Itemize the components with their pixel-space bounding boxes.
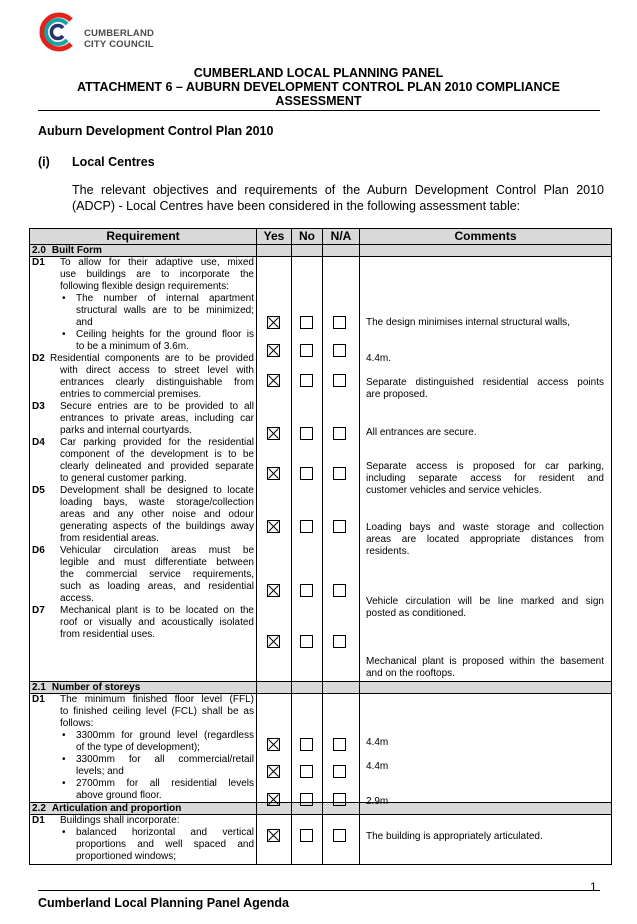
table-row	[30, 694, 612, 803]
yes-checkbox[interactable]	[267, 520, 280, 533]
control-label: D5	[32, 485, 45, 496]
no-checkbox[interactable]	[300, 316, 313, 329]
bullet-icon: •	[62, 730, 66, 741]
comment-text: Mechanical plant is proposed within the basement	[366, 656, 604, 667]
section-num: 2.1	[32, 682, 46, 693]
no-checkbox[interactable]	[300, 584, 313, 597]
requirement-text-span: entrances clearly distinguishable from	[60, 377, 254, 388]
requirement-text-span: areas and any other noise and odour	[60, 509, 254, 520]
bullet-icon: •	[62, 827, 66, 838]
na-checkbox[interactable]	[333, 793, 346, 806]
comment-text: areas are located appropriate distances from	[366, 534, 604, 545]
bullet-icon: •	[62, 293, 66, 304]
yes-checkbox[interactable]	[267, 344, 280, 357]
comment-text: posted as conditioned.	[366, 608, 467, 619]
requirement-text-span: 2700mm for all residential levels	[76, 778, 254, 789]
council-logo	[38, 12, 78, 52]
council-name	[84, 28, 154, 50]
requirement-text-span: from residential uses.	[60, 629, 156, 640]
requirement-text-span: to general customer parking.	[60, 473, 187, 484]
requirement-text-span: above ground floor.	[76, 790, 162, 801]
control-label: D6	[32, 545, 45, 556]
requirement-text-span: Buildings shall incorporate:	[60, 815, 180, 826]
col-comments: Comments	[360, 229, 612, 245]
comment-text: 2.9m	[366, 796, 389, 807]
table-row	[30, 815, 612, 865]
requirement-text-span: Mechanical plant is to be located on the	[60, 605, 254, 616]
control-label: D3	[32, 401, 45, 412]
comment-text: All entrances are secure.	[366, 427, 477, 438]
comment-text: customer vehicles and service vehicles.	[366, 485, 542, 496]
control-label: D1	[32, 694, 45, 705]
requirement-text-span: legible and must differentiate between	[60, 557, 254, 568]
section-num: 2.0	[32, 245, 46, 256]
header-rule	[38, 110, 600, 111]
no-checkbox[interactable]	[300, 793, 313, 806]
doc-title-line1: CUMBERLAND LOCAL PLANNING PANEL	[193, 66, 444, 80]
comment-text: residents.	[366, 546, 410, 557]
bullet-icon: •	[62, 754, 66, 765]
yes-checkbox[interactable]	[267, 793, 280, 806]
requirement-text-span: roof or visually and acoustically isolated	[60, 617, 254, 628]
na-checkbox[interactable]	[333, 829, 346, 842]
assessment-table	[29, 228, 612, 865]
bullet-icon: •	[62, 778, 66, 789]
comment-text: Vehicle circulation will be line marked and sign	[366, 596, 604, 607]
section-title-text: Built Form	[51, 245, 102, 256]
requirement-text-span: Development shall be designed to locate	[60, 485, 254, 496]
doc-title-line2: ATTACHMENT 6 – AUBURN DEVELOPMENT CONTROL PLAN 2010 COMPLIANCE	[77, 80, 560, 94]
requirement-text-span: with direct access to street level with	[60, 365, 254, 376]
yes-checkbox[interactable]	[267, 829, 280, 842]
council-name-line2: CITY COUNCIL	[84, 39, 154, 50]
na-checkbox[interactable]	[333, 765, 346, 778]
requirement-text-span: proportions and well spaced and	[76, 839, 254, 850]
na-checkbox[interactable]	[333, 427, 346, 440]
requirement-text-span: 3300mm for all commercial/retail	[76, 754, 254, 765]
page-number: 1	[590, 880, 597, 894]
yes-checkbox[interactable]	[267, 584, 280, 597]
section-heading	[30, 682, 257, 694]
requirement-text-span: parks and internal courtyards.	[60, 425, 192, 436]
na-checkbox[interactable]	[333, 344, 346, 357]
no-checkbox[interactable]	[300, 374, 313, 387]
comment-text: are proposed.	[366, 389, 428, 400]
requirement-text-span: 3300mm for ground level (regardless	[76, 730, 254, 741]
requirement-text-span: loading bays, waste storage/collection	[60, 497, 254, 508]
requirement-text-span: Car parking provided for the residential	[60, 437, 254, 448]
section-title: Local Centres	[72, 155, 155, 169]
requirement-text-span: Vehicular circulation areas must be	[60, 545, 254, 556]
na-checkbox[interactable]	[333, 374, 346, 387]
section-title-text: Number of storeys	[51, 682, 141, 693]
requirement-text-span: such as loading areas, and residential	[60, 581, 254, 592]
comment-text: The building is appropriately articulated.	[366, 831, 543, 842]
comment-text: 4.4m	[366, 737, 389, 748]
no-checkbox[interactable]	[300, 765, 313, 778]
requirement-text-span: from residential areas.	[60, 533, 159, 544]
doc-title-line3: ASSESSMENT	[275, 94, 362, 108]
requirement-text-span: The number of internal apartment	[76, 293, 254, 304]
requirement-text-span: proportioned windows;	[76, 851, 177, 862]
requirement-text-span: of the type of development);	[76, 742, 200, 753]
section-heading	[30, 803, 257, 815]
no-checkbox[interactable]	[300, 738, 313, 751]
comment-text: 4.4m.	[366, 353, 392, 364]
comment-text: Separate distinguished residential access points	[366, 377, 604, 388]
section-row	[30, 682, 612, 694]
control-label: D4	[32, 437, 45, 448]
na-checkbox[interactable]	[333, 635, 346, 648]
col-no: No	[292, 229, 323, 245]
yes-checkbox[interactable]	[267, 765, 280, 778]
requirement-text-span: the commercial service requirements,	[60, 569, 254, 580]
yes-checkbox[interactable]	[267, 427, 280, 440]
col-na: N/A	[323, 229, 360, 245]
yes-checkbox[interactable]	[267, 635, 280, 648]
requirement-text-span: entrances to private areas, including car	[60, 413, 254, 424]
no-checkbox[interactable]	[300, 635, 313, 648]
council-name-line1: CUMBERLAND	[84, 28, 155, 39]
no-checkbox[interactable]	[300, 829, 313, 842]
control-label: D1	[32, 257, 45, 268]
footer-rule	[38, 890, 600, 891]
bullet-icon: •	[62, 329, 66, 340]
yes-checkbox[interactable]	[267, 316, 280, 329]
requirement-text-span: component of the development is to be	[60, 449, 254, 460]
na-checkbox[interactable]	[333, 584, 346, 597]
no-checkbox[interactable]	[300, 427, 313, 440]
control-label: D7	[32, 605, 45, 616]
section-heading	[30, 245, 257, 257]
comment-text: Separate access is proposed for car parking,	[366, 461, 604, 472]
requirement-text-span: entries to commercial premises.	[60, 389, 202, 400]
requirement-text-span: levels; and	[76, 766, 124, 777]
plan-heading: Auburn Development Control Plan 2010	[38, 124, 274, 138]
table-header-row	[30, 229, 612, 245]
requirement-text-span: structural walls are to be minimized;	[76, 305, 254, 316]
comment-text: including separate access for resident and	[366, 473, 604, 484]
yes-checkbox[interactable]	[267, 738, 280, 751]
control-label: D2	[32, 353, 45, 364]
requirement-text-span: Residential components are to be provided	[50, 353, 254, 364]
requirement-text-span: Ceiling heights for the ground floor is	[76, 329, 254, 340]
yes-checkbox[interactable]	[267, 467, 280, 480]
requirement-text-span: use buildings are to incorporate the	[60, 269, 254, 280]
comment-text: The design minimises internal structural walls,	[366, 317, 570, 328]
table-row	[30, 257, 612, 682]
requirement-text-span: clearly delineated and provided separate	[60, 461, 254, 472]
no-checkbox[interactable]	[300, 520, 313, 533]
section-num: 2.2	[32, 803, 46, 814]
section-row	[30, 245, 612, 257]
requirement-text-span: Secure entries are to be provided to all	[60, 401, 254, 412]
requirement-text-span: follows:	[60, 718, 94, 729]
agenda-footer: Cumberland Local Planning Panel Agenda	[38, 896, 289, 910]
na-checkbox[interactable]	[333, 316, 346, 329]
section-number: (i)	[38, 155, 50, 169]
requirement-text-span: and	[76, 317, 93, 328]
col-requirement: Requirement	[30, 229, 257, 245]
requirement-text-span: to be a minimum of 3.6m.	[76, 341, 189, 352]
section-title-text: Articulation and proportion	[51, 803, 182, 814]
comment-text: and on the rooftops.	[366, 668, 455, 679]
no-checkbox[interactable]	[300, 467, 313, 480]
requirement-text-span: balanced horizontal and vertical	[76, 827, 254, 838]
requirement-text-span: The minimum finished floor level (FFL)	[60, 694, 254, 705]
no-checkbox[interactable]	[300, 344, 313, 357]
intro-paragraph: The relevant objectives and requirements of the Auburn Development Control Plan 2010 (ADCP) - Local Centres have been considered in the following assessment table:	[72, 183, 604, 213]
na-checkbox[interactable]	[333, 520, 346, 533]
requirement-text-span: access.	[60, 593, 94, 604]
na-checkbox[interactable]	[333, 467, 346, 480]
yes-checkbox[interactable]	[267, 374, 280, 387]
requirement-text-span: following flexible design requirements:	[60, 281, 229, 292]
requirement-text-span: generating aspects of the buildings away	[60, 521, 254, 532]
comment-text: 4.4m	[366, 761, 389, 772]
comment-text: Loading bays and waste storage and collection	[366, 522, 604, 533]
control-label: D1	[32, 815, 45, 826]
requirement-text-span: to finished ceiling level (FCL) shall be as	[60, 706, 254, 717]
na-checkbox[interactable]	[333, 738, 346, 751]
requirement-text-span: To allow for their adaptive use, mixed	[60, 257, 254, 268]
col-yes: Yes	[257, 229, 292, 245]
